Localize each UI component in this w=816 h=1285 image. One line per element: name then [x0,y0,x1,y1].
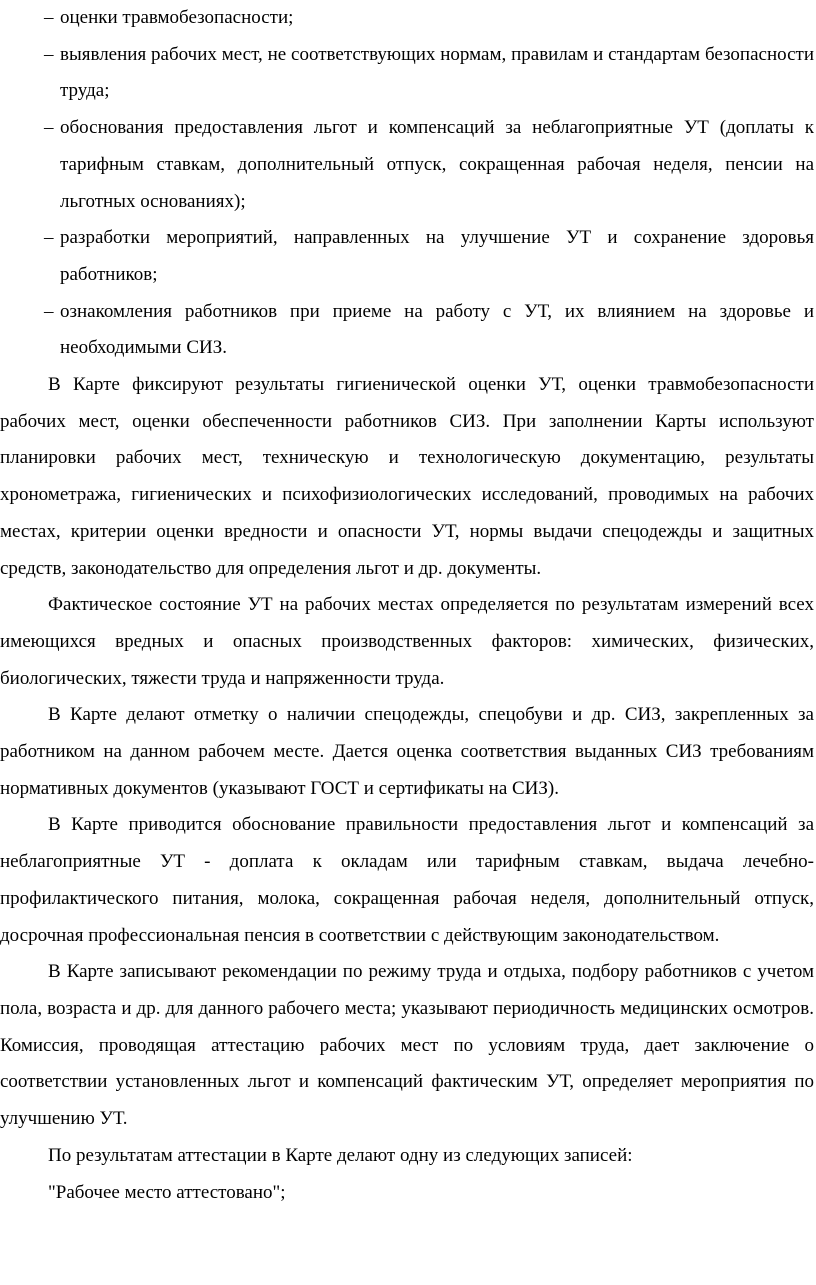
list-bullet: – [44,117,54,139]
list-item [0,37,816,110]
paragraph-benefits-justification: В Карте приводится обоснование правильности предоставления льгот и компенсаций за неблагоприятные УТ - доплата к окладам или тарифным ставкам, выдача лечебно-профилактического питания, молока, сокращенная рабочая неделя, дополнительный отпуск, досрочная профессиональная пенсия в соответствии с действующим законодательством. [0,814,814,946]
paragraph-recommendations: В Карте записывают рекомендации по режиму труда и отдыха, подбору работников с учетом пола, возраста и др. для данного рабочего места; указывают периодичность медицинских осмотров. Комиссия, проводящая аттестацию рабочих мест по условиям труда, дает заключение о соответствии установленных льгот и компенсаций фактическим УТ, определяет мероприятия по улучшению УТ. [0,961,814,1130]
purpose-list [0,0,816,367]
list-item [0,110,816,220]
list-item-text: разработки мероприятий, направленных на улучшение УТ и сохранение здоровья работников; [60,227,814,285]
paragraph-card-contents: В Карте фиксируют результаты гигиенической оценки УТ, оценки травмобезопасности рабочих мест, оценки обеспеченности работников СИЗ. При заполнении Карты используют планировки рабочих мест, техническую и технологическую документацию, результаты хронометража, гигиенических и психофизиологических исследований, проводимых на рабочих местах, критерии оценки вредности и опасности УТ, нормы выдачи спецодежды и защитных средств, законодательство для определения льгот и др. документы. [0,374,814,579]
list-item [0,220,816,293]
list-item [0,294,816,367]
list-bullet: – [44,300,54,322]
list-item-text: выявления рабочих мест, не соответствующих нормам, правилам и стандартам безопасности труда; [60,43,814,102]
list-bullet: – [44,7,54,28]
list-bullet: – [44,227,54,249]
list-item [0,0,816,37]
closing-line-results: По результатам аттестации в Карте делают одну из следующих записей: [48,1144,633,1166]
closing-line-certified: "Рабочее место аттестовано"; [48,1181,286,1203]
paragraph-actual-conditions: Фактическое состояние УТ на рабочих местах определяется по результатам измерений всех имеющихся вредных и опасных производственных факторов: химических, физических, биологических, тяжести труда и напряженности труда. [0,594,814,689]
list-item-text: обоснования предоставления льгот и компенсаций за неблагоприятные УТ (доплаты к тарифным ставкам, дополнительный отпуск, сокращенная рабочая неделя, пенсии на льготных основаниях); [60,117,814,212]
list-bullet: – [44,43,54,65]
paragraph-ppe-mark: В Карте делают отметку о наличии спецодежды, спецобуви и др. СИЗ, закрепленных за работником на данном рабочем месте. Дается оценка соответствия выданных СИЗ требованиям нормативных документов (указывают ГОСТ и сертификаты на СИЗ). [0,704,814,799]
list-item-text: ознакомления работников при приеме на работу с УТ, их влиянием на здоровье и необходимыми СИЗ. [60,300,814,359]
list-item-text: оценки травмобезопасности; [60,7,294,28]
